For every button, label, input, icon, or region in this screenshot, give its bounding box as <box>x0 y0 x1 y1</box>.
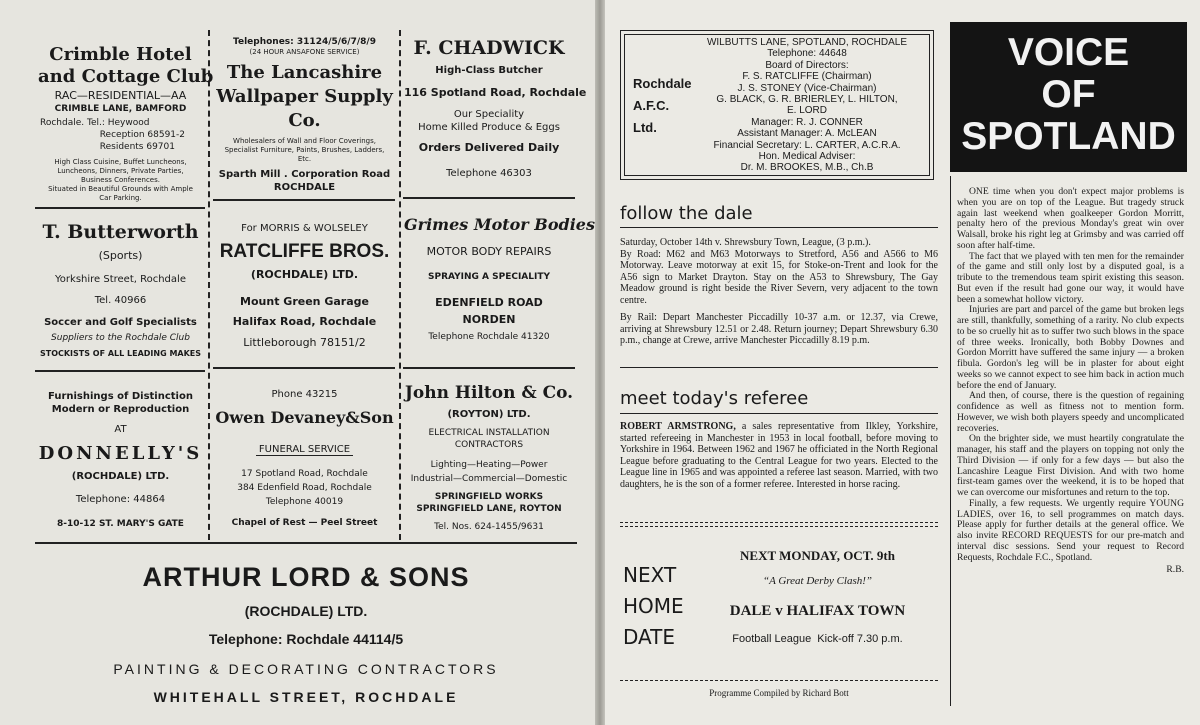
ad-address: Halifax Road, Rochdale <box>232 315 377 328</box>
ad-line: FUNERAL SERVICE <box>256 444 353 456</box>
ad-address: 116 Spotland Road, Rochdale <box>404 86 587 99</box>
ad-line: Modern or Reproduction <box>51 404 190 415</box>
ad-tel: Littleborough 78151/2 <box>243 336 366 349</box>
divider <box>213 367 395 369</box>
home-label-line: NEXT <box>623 563 677 587</box>
follow-paragraph: By Rail: Depart Manchester Piccadilly 10-37 a.m. or 12.37, via Crewe, arriving at Shrewsbury 12.51 or 2.48. Return journey; Depart Shrewsbury 6.30 p.m., change at Crewe, arrive Manchester Piccadilly 8.19 p.m. <box>620 312 938 346</box>
divider <box>620 413 938 414</box>
next-match-info <box>700 548 935 646</box>
ad-line: MOTOR BODY REPAIRS <box>426 245 552 258</box>
voice-of-spotland-header <box>950 22 1187 172</box>
next-match-kickoff: Football League Kick-off 7.30 p.m. <box>732 633 903 645</box>
column-paragraph: The fact that we played with ten men for the remainder of the game and still only lost by a disputed goal, is a tribute to the tremendous team spirit existing this season. But even if the result had gone our way, it would have been a somewhat hollow victory. <box>957 250 1184 305</box>
voice-line: SPOTLAND <box>961 115 1176 158</box>
club-name-line: Ltd. <box>633 120 657 135</box>
ad-chadwick <box>404 36 587 180</box>
club-detail-line: E. LORD <box>786 105 827 117</box>
club-name-line: A.F.C. <box>633 98 670 113</box>
ad-crimble-hotel <box>38 44 214 203</box>
ad-desc: Etc. <box>297 155 312 163</box>
ad-line: CONTRACTORS <box>454 440 524 450</box>
ad-line: CRIMBLE LANE, BAMFORD <box>54 104 187 114</box>
ad-desc: Situated in Beautiful Grounds with Ample <box>48 185 193 193</box>
club-detail-line: Dr. M. BROOKES, M.B., Ch.B <box>740 162 874 174</box>
divider <box>620 680 938 681</box>
divider <box>208 30 210 540</box>
ad-arthur-lord <box>35 560 577 706</box>
ad-tel: Residents 69701 <box>99 142 175 152</box>
ad-address: 8-10-12 ST. MARY'S GATE <box>57 519 184 529</box>
divider <box>403 367 575 369</box>
ad-address: ROCHDALE <box>273 182 336 193</box>
next-home-date-label <box>623 560 684 653</box>
club-detail-line: Hon. Medical Adviser: <box>758 151 856 163</box>
programme-credit: Programme Compiled by Richard Bott <box>709 688 849 698</box>
ad-line: Suppliers to the Rochdale Club <box>51 333 190 343</box>
column-paragraph: Finally, a few requests. We urgently require YOUNG LADIES, over 16, to sell programmes on match days. Please apply for further details at the general office. We also invite RECORD REQUESTS for our pre-match and interval disc sessions. Send your request to Record Requests, Rochdale F.C., Spotland. <box>957 497 1184 563</box>
ad-tel: Telephone: Rochdale 44114/5 <box>208 631 404 647</box>
ad-line: High-Class Butcher <box>435 65 543 76</box>
ad-address: NORDEN <box>462 313 516 326</box>
column-paragraph: On the brighter side, we must heartily congratulate the manager, his staff and the players on topping not only the Third Division — if only for a few days — but also the Lancashire League First Division. And with two home first-team games over the weekend, it is to be hoped that we can overcome our misfortunes and return to the top. <box>957 433 1184 498</box>
club-detail-line: Assistant Manager: A. McLEAN <box>737 128 877 140</box>
ad-desc: Wholesalers of Wall and Floor Coverings, <box>233 137 376 145</box>
ad-name: Co. <box>288 110 321 131</box>
ad-tel: Telephone: 44864 <box>75 494 166 505</box>
next-match-teams: DALE v HALIFAX TOWN <box>729 603 906 619</box>
ad-name: Wallpaper Supply <box>216 86 393 107</box>
club-name <box>633 73 692 139</box>
divider <box>35 542 577 544</box>
ad-address: WHITEHALL STREET, ROCHDALE <box>153 689 459 705</box>
next-match-tagline: “A Great Derby Clash!” <box>762 575 873 587</box>
ad-address: EDENFIELD ROAD <box>435 296 543 309</box>
ad-tel: Rochdale. Tel.: Heywood <box>40 118 150 128</box>
club-detail-line: WILBUTTS LANE, SPOTLAND, ROCHDALE <box>706 37 908 48</box>
divider <box>620 227 938 228</box>
ad-address: SPRINGFIELD LANE, ROYTON <box>416 504 562 514</box>
home-label-line: HOME <box>623 594 684 618</box>
ad-line: Soccer and Golf Specialists <box>44 317 197 328</box>
ad-line: AT <box>114 424 127 435</box>
ad-line: Lighting—Heating—Power <box>430 460 548 470</box>
ad-name: T. Butterworth <box>42 221 199 243</box>
follow-paragraph: By Road: M62 and M63 Motorways to Stretford, A56 and A566 to M6 Motorway. Leave motorway at exit 15, for Stoke-on-Trent and look for the A56 sign to Market Drayton. Stay on the A53 to Shrewsbury, The Gay Meadow ground is right beside the River Severn, very adjacent to the town centre. <box>620 248 938 306</box>
section-title-referee: meet today's referee <box>620 388 809 409</box>
referee-name: ROBERT ARMSTRONG, <box>620 421 736 432</box>
ad-name: Crimble Hotel <box>49 44 192 65</box>
voice-column-text <box>957 187 1184 576</box>
ad-name: F. CHADWICK <box>413 37 565 59</box>
ad-desc: Car Parking. <box>99 194 142 202</box>
ad-name: RATCLIFFE BROS. <box>219 241 390 262</box>
ad-desc: Business Conferences. <box>81 176 160 184</box>
ad-name: Owen Devaney&Son <box>215 408 394 427</box>
voice-line: OF <box>1041 73 1096 116</box>
club-details <box>691 37 923 174</box>
ad-name: ARTHUR LORD & SONS <box>142 562 470 592</box>
column-divider <box>950 176 951 706</box>
ad-tel: Telephone 46303 <box>446 168 532 179</box>
column-paragraph: ONE time when you don't expect major problems is when you are on top of the League. But tragedy struck again last weekend when goalkeeper Gordon Morritt, penalty hero of the previous Monday's great win over Walsall, broke his right leg at Grimsby and was carried off soon after half-time. <box>957 186 1184 251</box>
ad-line: (ROCHDALE) LTD. <box>71 471 170 482</box>
ad-lancashire-wallpaper <box>212 36 397 194</box>
ad-line: (ROCHDALE) LTD. <box>250 268 359 281</box>
ad-name: The Lancashire <box>226 62 383 83</box>
ad-desc: Specialist Furniture, Paints, Brushes, Ladders, <box>224 146 385 154</box>
club-detail-line: F. S. RATCLIFFE (Chairman) <box>742 71 872 83</box>
follow-paragraph: Saturday, October 14th v. Shrewsbury Town, League, (3 p.m.). <box>620 237 871 248</box>
ad-line: For MORRIS & WOLSELEY <box>241 223 368 234</box>
ad-desc: High Class Cuisine, Buffet Luncheons, <box>54 158 187 166</box>
divider <box>403 197 575 199</box>
ad-line: Home Killed Produce & Eggs <box>418 122 560 133</box>
club-detail-line: Manager: R. J. CONNER <box>751 116 863 128</box>
ad-address: SPRINGFIELD WORKS <box>434 492 544 502</box>
ad-desc: Luncheons, Dinners, Private Parties, <box>57 167 184 175</box>
divider <box>620 522 938 523</box>
ad-tel: Phone 43215 <box>271 389 338 400</box>
ad-name: Grimes Motor Bodies <box>404 215 595 234</box>
ad-tel: Tel. 40966 <box>94 295 147 306</box>
home-label-line: DATE <box>623 625 676 649</box>
ad-line: (ROYTON) LTD. <box>447 409 531 420</box>
divider <box>620 367 938 368</box>
ad-grimes <box>404 214 595 343</box>
ad-line: Our Speciality <box>453 109 525 120</box>
club-detail-line: Financial Secretary: L. CARTER, A.C.R.A. <box>713 139 901 151</box>
ad-address: 17 Spotland Road, Rochdale <box>241 469 368 479</box>
club-detail-line: G. BLACK, G. R. BRIERLEY, L. HILTON, <box>716 94 898 106</box>
club-detail-line: Board of Directors: <box>765 59 849 71</box>
ad-line: RAC—RESIDENTIAL—AA <box>54 89 187 102</box>
divider <box>35 370 205 372</box>
ad-line: STOCKISTS OF ALL LEADING MAKES <box>39 349 202 358</box>
next-match-date: NEXT MONDAY, OCT. 9th <box>740 548 895 563</box>
ad-ratcliffe <box>212 222 397 350</box>
divider <box>399 30 401 540</box>
ad-name: and Cottage Club <box>38 66 214 87</box>
ad-name: John Hilton & Co. <box>404 383 574 403</box>
ad-tel: Tel. Nos. 624-1455/9631 <box>434 522 544 532</box>
club-detail-line: Telephone: 44648 <box>767 48 847 60</box>
ad-line: (Sports) <box>98 249 143 262</box>
ad-line: (24 HOUR ANSAFONE SERVICE) <box>249 48 360 56</box>
divider <box>213 199 395 201</box>
ad-line: Industrial—Commercial—Domestic <box>410 474 568 484</box>
ad-name: DONNELLY'S <box>38 443 203 464</box>
referee-text <box>620 421 938 490</box>
ad-address: Sparth Mill . Corporation Road <box>218 169 391 180</box>
voice-line: VOICE <box>1007 31 1130 74</box>
spine <box>595 0 605 725</box>
divider <box>35 207 205 209</box>
ad-tel: Telephone Rochdale 41320 <box>428 332 550 342</box>
ad-line: ELECTRICAL INSTALLATION <box>428 428 550 438</box>
ad-line: SPRAYING A SPECIALITY <box>427 272 550 282</box>
ad-tel: Telephone 40019 <box>265 497 344 507</box>
ad-hilton <box>404 382 574 533</box>
club-info-box <box>620 30 934 180</box>
ad-line: Orders Delivered Daily <box>418 141 560 154</box>
column-paragraph: And then, of course, there is the question of regaining confidence as well as fitness not to mention form. However, we wish both players speedy and uncomplicated recoveries. <box>957 390 1184 434</box>
ad-line: Chapel of Rest — Peel Street <box>231 518 378 528</box>
ad-butterworth <box>38 220 203 359</box>
ad-address: Mount Green Garage <box>240 295 369 308</box>
ad-devaney <box>212 388 397 529</box>
divider <box>620 526 938 527</box>
ad-donnelly <box>38 390 203 530</box>
column-paragraph: Injuries are part and parcel of the game but broken legs are still, thankfully, something of a rarity. No club expects to be so cruelly hit as to suffer two such blows in the space of three weeks. Ironically, both Bobby Downes and Gordon Morritt have suffered the same injury — a broken fibula. Gordon's leg will be in plaster for about eight weeks so we cannot expect to see him back in action much before the end of January. <box>957 304 1184 391</box>
ad-address: Yorkshire Street, Rochdale <box>55 274 186 285</box>
ad-tel: Telephones: 31124/5/6/7/8/9 <box>233 37 376 47</box>
follow-text <box>620 237 938 347</box>
club-detail-line: J. S. STONEY (Vice-Chairman) <box>737 82 877 94</box>
ad-line: Furnishings of Distinction <box>48 391 193 402</box>
ad-address: 384 Edenfield Road, Rochdale <box>237 483 372 493</box>
column-signature: R.B. <box>1166 564 1184 576</box>
ad-line: (ROCHDALE) LTD. <box>244 603 368 619</box>
section-title-follow: follow the dale <box>620 203 753 224</box>
ad-tel: Reception 68591-2 <box>99 130 185 140</box>
referee-bio: a sales representative from Ilkley, Yorkshire, started refereeing in Manchester in 1953 in local football, before moving to Yorkshire in 1964. Between 1962 and 1967 he officiated in the North Regional League before graduating to the Central League for two years. Elected to the League line in 1965 and was appointed a referee last season. Married, with two daughters, he is the son of a former referee. Interested in horse racing. <box>620 421 938 490</box>
ad-line: PAINTING & DECORATING CONTRACTORS <box>113 661 499 677</box>
club-name-line: Rochdale <box>633 76 692 91</box>
